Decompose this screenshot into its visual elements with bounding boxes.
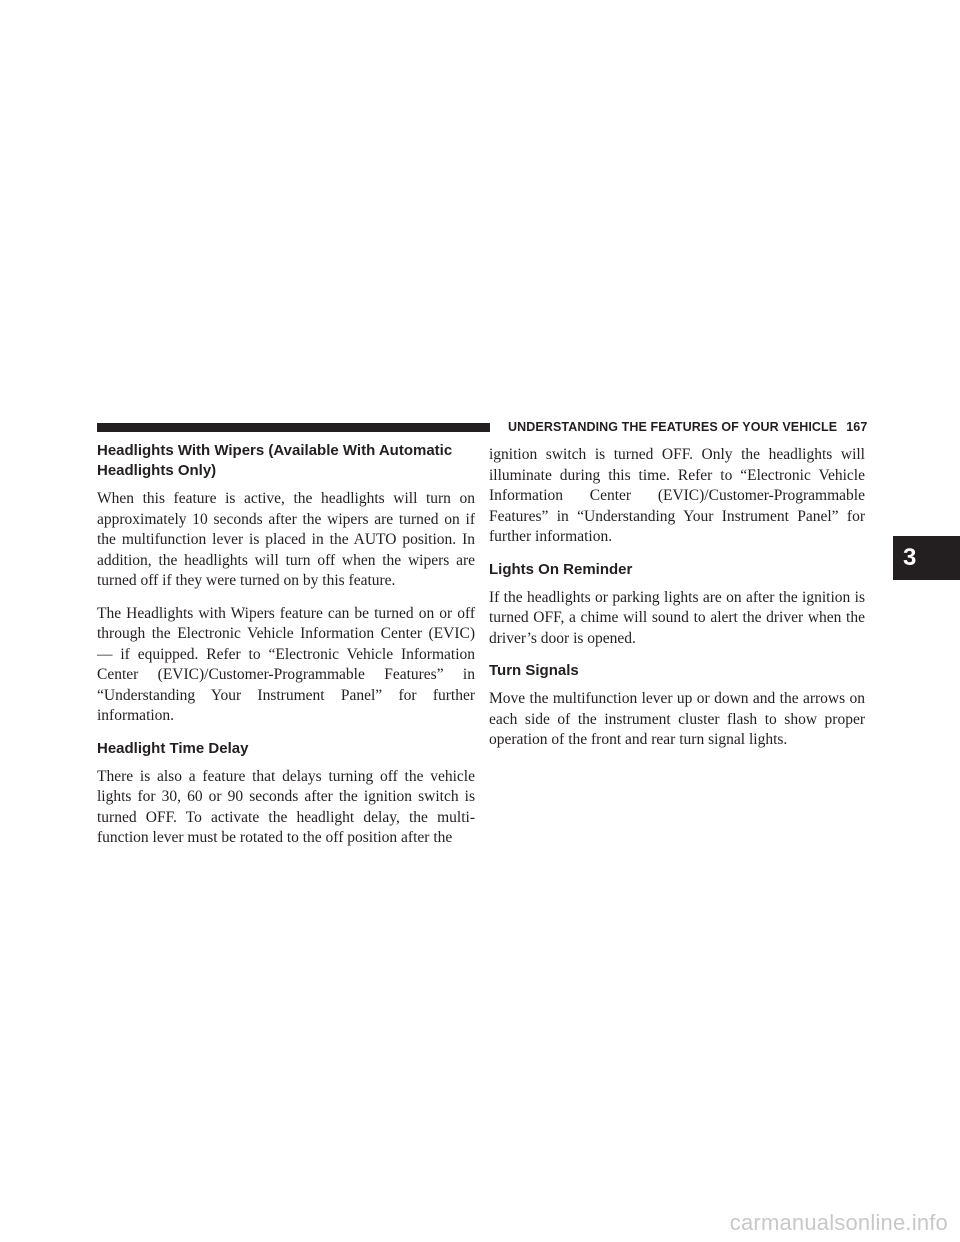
watermark: carmanualsonline.info	[729, 1210, 948, 1235]
left-column	[97, 441, 475, 861]
header-title: UNDERSTANDING THE FEATURES OF YOUR VEHICLE	[508, 420, 838, 434]
heading-turn-signals: Turn Signals	[489, 662, 579, 679]
heading-headlight-time-delay: Headlight Time Delay	[97, 739, 249, 757]
paragraph-wipers-evic: The Headlights with Wipers feature can be turned on or off through the Electronic Vehicle Information Center (EVIC) — if equipped. Refer to “Electronic Vehicle Information Center (EVIC)/Customer-Programmable Features” in “Understanding Your Instrument Panel” for further information.	[97, 604, 475, 724]
paragraph-lights-on-reminder: If the headlights or parking lights are on after the ignition is turned OFF, a chime will sound to alert the driver when the driver’s door is opened.	[489, 588, 865, 647]
running-header	[508, 419, 868, 435]
header-rule	[97, 423, 490, 432]
heading-headlights-with-wipers: Headlights With Wipers (Available With Automatic Headlights Only)	[97, 442, 453, 479]
paragraph-time-delay-continued: ignition switch is turned OFF. Only the headlights will illuminate during this time. Refer to “Electronic Vehicle Information Center (EVIC)/Customer-Programmable Features” in “Understanding Your Instrument Panel” for further information.	[489, 446, 865, 545]
paragraph-wipers-active: When this feature is active, the headlights will turn on approximately 10 seconds after the wipers are turned on if the multifunction lever is placed in the AUTO position. In addition, the headlights will turn off when the wipers are turned off if they were turned on by this feature.	[97, 490, 475, 589]
chapter-tab: 3	[893, 536, 960, 580]
page-number: 167	[846, 420, 868, 434]
paragraph-time-delay: There is also a feature that delays turning off the vehicle lights for 30, 60 or 90 seconds after the ignition switch is turned OFF. To activate the headlight delay, the multifunction lever must be rotated to the off position after the	[97, 767, 475, 846]
right-column	[489, 445, 865, 763]
heading-lights-on-reminder: Lights On Reminder	[489, 560, 633, 578]
paragraph-turn-signals: Move the multifunction lever up or down and the arrows on each side of the instrument cluster flash to show proper operation of the front and rear turn signal lights.	[489, 690, 865, 748]
